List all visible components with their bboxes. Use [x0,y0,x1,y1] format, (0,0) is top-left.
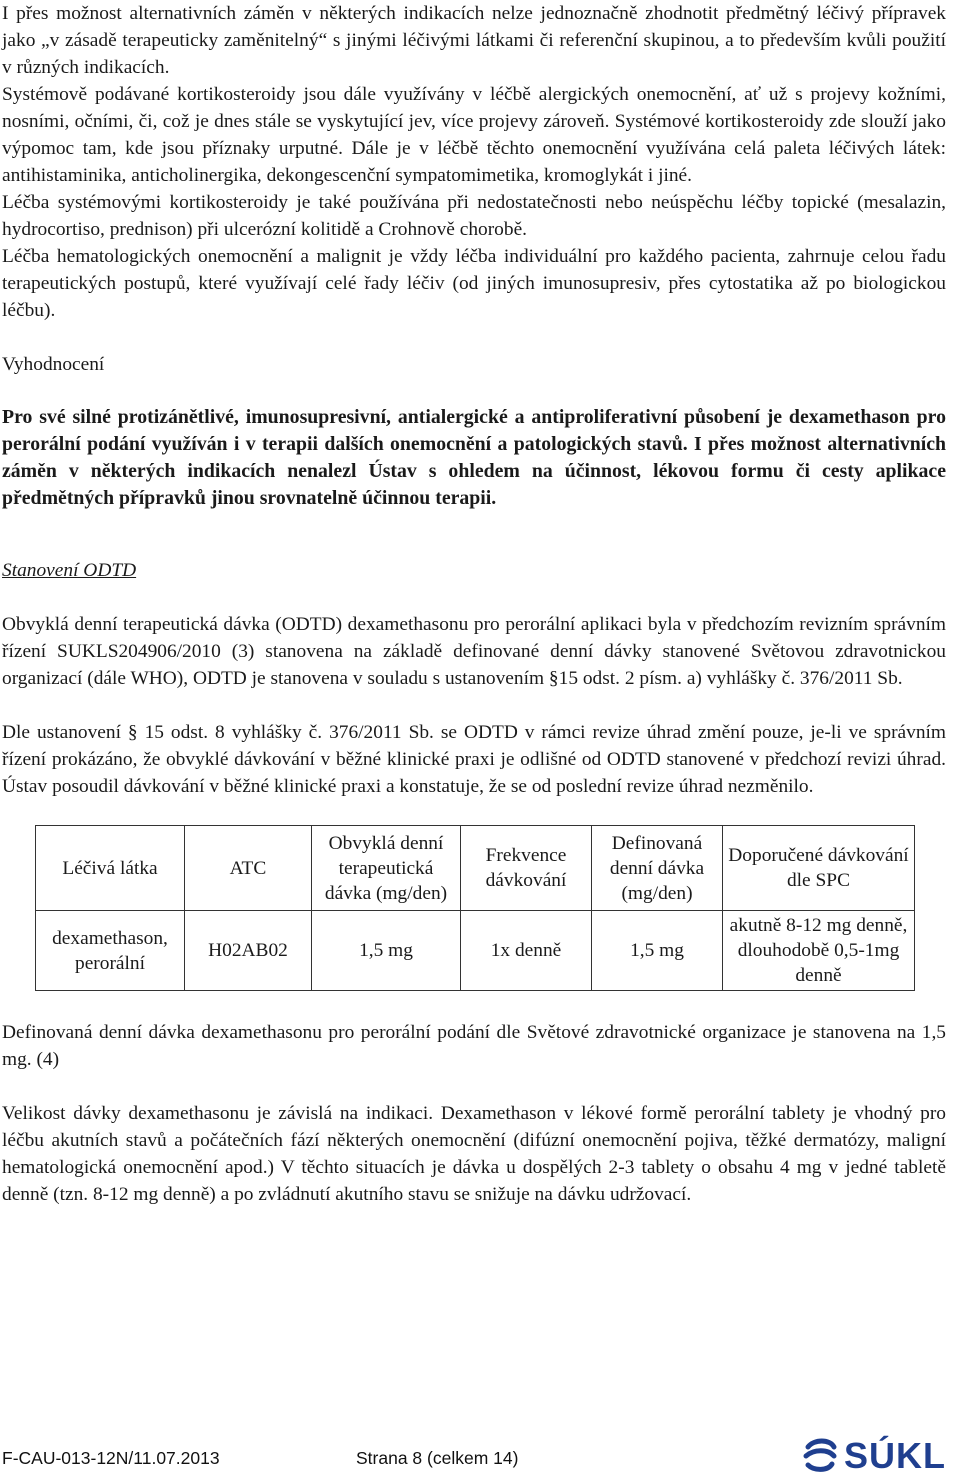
table-cell: 1,5 mg [312,911,461,991]
table-cell: dexamethason, perorální [36,911,185,991]
table-row [36,911,915,991]
paragraph-interchangeability: I přes možnost alternativních záměn v některých indikacích nelze jednoznačně zhodnotit předmětný léčivý přípravek jako „v zásadě terapeuticky zaměnitelný“ s jinými léčivými látkami či referenční skupinou, a to především kvůli použití v různých indikacích. [2,3,946,78]
document-body [2,0,946,1208]
table-header-cell: Léčivá látka [36,826,185,911]
odtd-paragraph-1: Obvyklá denní terapeutická dávka (ODTD) dexamethasonu pro perorální aplikaci byla v předchozím revizním správním řízení SUKLS204906/2010 (3) stanovena na základě definované denní dávky stanovené Světovou zdravotnickou organizací (dále WHO), ODTD je stanovena v souladu s ustanovením §15 odst. 2 písm. a) vyhlášky č. 376/2011 Sb. [2,614,946,689]
evaluation-text-part1: Pro své silné protizánětlivé, imunosupresivní, antialergické a antiproliferativní působení je dexamethason pro perorální podání využíván i v terapii dalších onemocnění a patologických stavů. [2,406,946,455]
odtd-heading: Stanovení ODTD [2,560,137,581]
paragraph-topical-failure: Léčba systémovými kortikosteroidy je také používána při nedostatečnosti nebo neúspěchu léčby topické (mesalazin, hydrocortiso, prednison) při ulcerózní kolitidě a Crohnově chorobě. [2,192,946,240]
footer-document-id: F-CAU-013-12N/11.07.2013 [2,1448,220,1468]
table-cell: akutně 8-12 mg denně, dlouhodobě 0,5-1mg denně [723,911,915,991]
odtd-paragraph-2: Dle ustanovení § 15 odst. 8 vyhlášky č. 376/2011 Sb. se ODTD v rámci revize úhrad změní pouze, je-li ve správním řízení prokázáno, že obvyklé dávkování v běžné klinické praxi je odlišné od ODTD stanovené v předchozí revizi úhrad. Ústav posoudil dávkování v běžné klinické praxi a konstatuje, že se od poslední revize úhrad nezměnilo. [2,722,946,797]
evaluation-text-part2: I přes možnost alternativních záměn v některých indikacích nenalezl Ústav s ohledem na účinnost, lékovou formu či cesty aplikace předmětných přípravků jinou srovnatelně účinnou terapii. [2,433,946,509]
dosage-table [35,825,915,991]
evaluation-text [2,404,946,512]
table-cell: 1,5 mg [592,911,723,991]
paragraph-allergic-diseases: Systémově podávané kortikosteroidy jsou dále využívány v léčbě alergických onemocnění, ať už s projevy kožními, nosními, očními, či, což je dnes stále se vyskytující jev, více projevy zároveň. Systémové kortikosteroidy zde slouží jako výpomoc tam, kde jsou příznaky urputné. Dále je v léčbě těchto onemocnění využívána celá paleta léčivých látek: antihistaminika, anticholinergika, dekongescenční sympatomimetika, kromoglykát i jiné. [2,84,946,186]
table-header-cell: ATC [185,826,312,911]
table-header-row [36,826,915,911]
evaluation-heading: Vyhodnocení [2,354,105,375]
table-header-cell: Definovaná denní dávka (mg/den) [592,826,723,911]
footer-page-number: Strana 8 (celkem 14) [356,1448,519,1468]
sukl-logo [800,1432,956,1478]
table-header-cell: Obvyklá denní terapeutická dávka (mg/den) [312,826,461,911]
table-cell: 1x denně [461,911,592,991]
table-header-cell: Doporučené dávkování dle SPC [723,826,915,911]
paragraph-ddd-who: Definovaná denní dávka dexamethasonu pro perorální podání dle Světové zdravotnické organizace je stanovena na 1,5 mg. (4) [2,1022,946,1070]
table-header-cell: Frekvence dávkování [461,826,592,911]
sukl-logo-icon [800,1435,840,1475]
paragraph-dose-size: Velikost dávky dexamethasonu je závislá na indikaci. Dexamethason v lékové formě perorální tablety je vhodný pro léčbu akutních stavů a počátečních fází některých onemocnění (difúzní onemocnění pojiva, těžké dermatózy, maligní hematologická onemocnění apod.) V těchto situacích je dávka u dospělých 2-3 tablety o obsahu 4 mg v jedné tabletě denně (tzn. 8-12 mg denně) a po zvládnutí akutního stavu se snižuje na dávku udržovací. [2,1103,946,1205]
paragraph-hematology: Léčba hematologických onemocnění a malignit je vždy léčba individuální pro každého pacienta, zahrnuje celou řadu terapeutických postupů, které využívají celé řady léčiv (od jiných imunosupresiv, přes cytostatika až po biologickou léčbu). [2,246,946,321]
logo-text: SÚKL [844,1434,946,1476]
table-cell: H02AB02 [185,911,312,991]
